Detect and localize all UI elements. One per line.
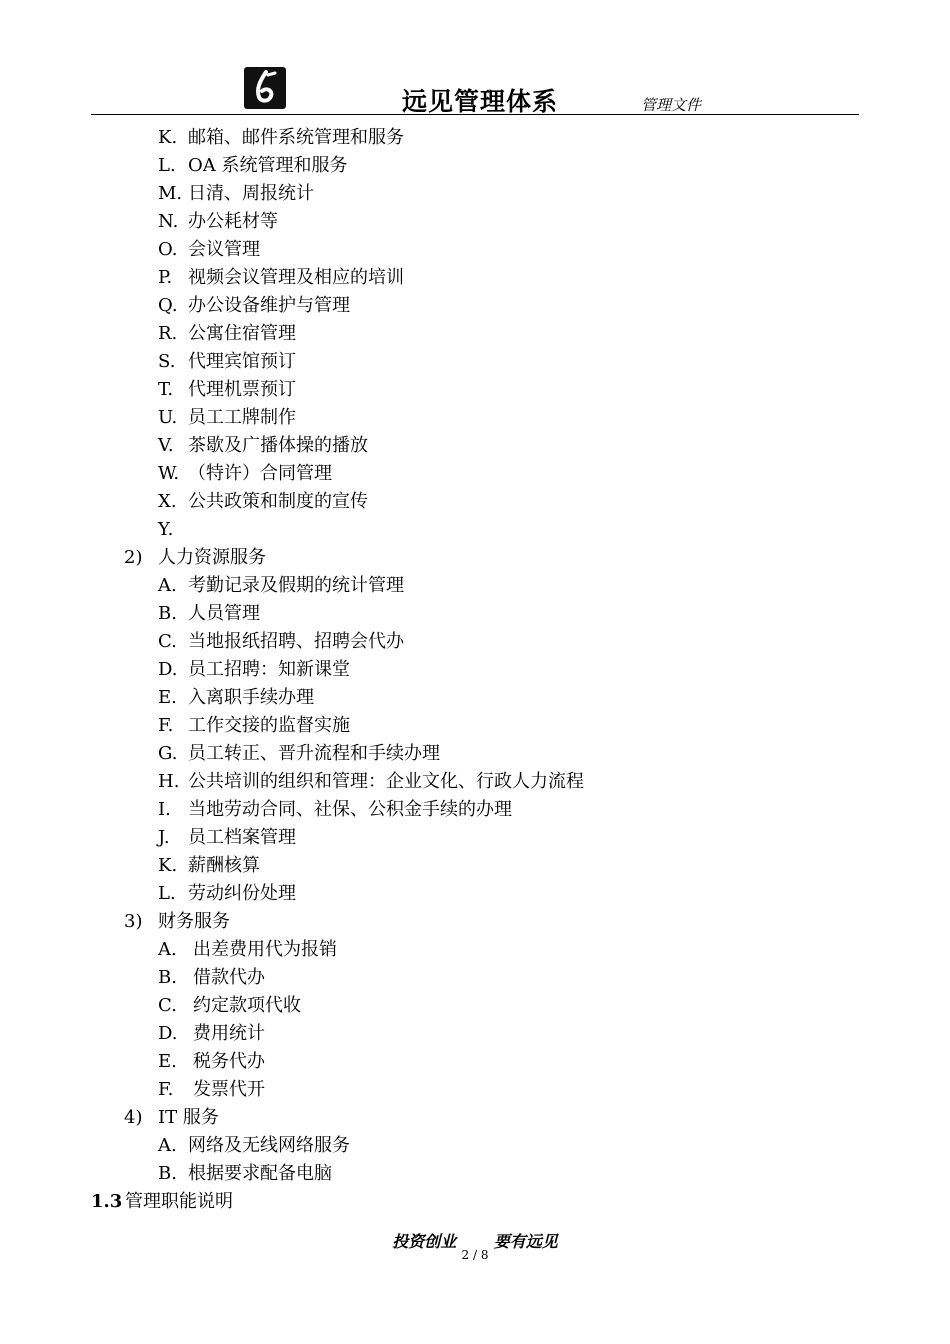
list-text: 出差费用代为报销 bbox=[193, 939, 337, 960]
list-item bbox=[158, 882, 296, 906]
list-text: 网络及无线网络服务 bbox=[188, 1135, 350, 1156]
list-text: 代理机票预订 bbox=[188, 379, 296, 400]
list-marker: E. bbox=[158, 1051, 177, 1072]
list-marker: F. bbox=[158, 715, 174, 736]
list-text: 当地报纸招聘、招聘会代办 bbox=[188, 631, 404, 652]
list-text: 代理宾馆预订 bbox=[188, 351, 296, 372]
list-marker: N. bbox=[158, 211, 179, 232]
list-text: 茶歇及广播体操的播放 bbox=[188, 435, 368, 456]
document-type: 管理文件 bbox=[641, 96, 702, 114]
list-marker: 1.3 bbox=[91, 1191, 123, 1212]
list-text: 财务服务 bbox=[158, 911, 230, 932]
list-marker: F. bbox=[158, 1079, 174, 1100]
list-item bbox=[158, 406, 296, 430]
list-item bbox=[158, 770, 584, 794]
list-marker: S. bbox=[158, 351, 176, 372]
section-heading bbox=[91, 1190, 233, 1214]
list-item bbox=[158, 854, 260, 878]
list-item bbox=[158, 686, 314, 710]
list-marker: V. bbox=[158, 435, 174, 456]
list-marker: L. bbox=[158, 883, 176, 904]
list-text: 邮箱、邮件系统管理和服务 bbox=[188, 127, 404, 148]
list-marker: B. bbox=[158, 1163, 177, 1184]
list-item bbox=[158, 518, 188, 542]
list-text: 借款代办 bbox=[193, 967, 265, 988]
list-text: 办公耗材等 bbox=[188, 211, 278, 232]
list-item bbox=[158, 182, 314, 206]
list-text: 员工工牌制作 bbox=[188, 407, 296, 428]
list-marker: U. bbox=[158, 407, 178, 428]
list-text: 员工档案管理 bbox=[188, 827, 296, 848]
list-item bbox=[158, 154, 347, 178]
list-marker: B. bbox=[158, 967, 177, 988]
list-subheading bbox=[124, 546, 266, 570]
list-text: 工作交接的监督实施 bbox=[188, 715, 350, 736]
list-marker: O. bbox=[158, 239, 178, 260]
list-item bbox=[158, 434, 368, 458]
list-marker: A. bbox=[158, 939, 177, 960]
list-item bbox=[158, 1022, 265, 1046]
list-item bbox=[158, 1078, 265, 1102]
list-subheading bbox=[124, 1106, 219, 1130]
list-marker: I. bbox=[158, 799, 171, 820]
list-text: 人力资源服务 bbox=[158, 547, 266, 568]
list-item bbox=[158, 266, 404, 290]
list-marker: 3) bbox=[124, 911, 143, 932]
list-marker: L. bbox=[158, 155, 176, 176]
list-marker: X. bbox=[158, 491, 177, 512]
list-text: 公共培训的组织和管理：企业文化、行政人力流程 bbox=[188, 771, 584, 792]
list-marker: T. bbox=[158, 379, 174, 400]
list-item bbox=[158, 658, 350, 682]
slogan-left: 投资创业 bbox=[392, 1232, 457, 1251]
list-text: 员工转正、晋升流程和手续办理 bbox=[188, 743, 440, 764]
list-text: （特许）合同管理 bbox=[188, 463, 332, 484]
slogan-right: 要有远见 bbox=[493, 1232, 558, 1251]
page-header bbox=[0, 0, 950, 120]
list-marker: A. bbox=[158, 1135, 177, 1156]
header-divider bbox=[91, 114, 859, 115]
list-text: 会议管理 bbox=[188, 239, 260, 260]
list-marker: R. bbox=[158, 323, 178, 344]
list-marker: B. bbox=[158, 603, 177, 624]
list-marker: K. bbox=[158, 127, 178, 148]
list-marker: M. bbox=[158, 183, 183, 204]
list-subheading bbox=[124, 910, 230, 934]
list-item bbox=[158, 630, 404, 654]
list-text: 考勤记录及假期的统计管理 bbox=[188, 575, 404, 596]
list-item bbox=[158, 938, 337, 962]
list-item bbox=[158, 378, 296, 402]
list-item bbox=[158, 574, 404, 598]
list-item bbox=[158, 322, 296, 346]
list-item bbox=[158, 210, 278, 234]
list-text: 当地劳动合同、社保、公积金手续的办理 bbox=[188, 799, 512, 820]
list-text: 薪酬核算 bbox=[188, 855, 260, 876]
list-text: 劳动纠份处理 bbox=[188, 883, 296, 904]
list-text: 办公设备维护与管理 bbox=[188, 295, 350, 316]
list-marker: P. bbox=[158, 267, 173, 288]
list-item bbox=[158, 1134, 350, 1158]
list-item bbox=[158, 350, 296, 374]
list-text: 约定款项代收 bbox=[193, 995, 301, 1016]
list-item bbox=[158, 602, 260, 626]
company-logo bbox=[244, 67, 286, 109]
list-marker: G. bbox=[158, 743, 178, 764]
list-text: OA 系统管理和服务 bbox=[188, 155, 348, 176]
list-marker: W. bbox=[158, 463, 180, 484]
list-item bbox=[158, 238, 260, 262]
list-text: 人员管理 bbox=[188, 603, 260, 624]
list-marker: D. bbox=[158, 659, 178, 680]
list-item bbox=[158, 490, 368, 514]
list-text: 根据要求配备电脑 bbox=[188, 1163, 332, 1184]
list-item bbox=[158, 826, 296, 850]
list-marker: K. bbox=[158, 855, 178, 876]
list-marker: 4) bbox=[124, 1107, 143, 1128]
list-item bbox=[158, 714, 350, 738]
list-item bbox=[158, 742, 440, 766]
list-text: 日清、周报统计 bbox=[188, 183, 314, 204]
list-marker: E. bbox=[158, 687, 177, 708]
page-number: 2 / 8 bbox=[461, 1248, 489, 1262]
list-text: 费用统计 bbox=[193, 1023, 265, 1044]
list-text: 公寓住宿管理 bbox=[188, 323, 296, 344]
list-marker: 2) bbox=[124, 547, 143, 568]
list-marker: C. bbox=[158, 995, 177, 1016]
document-title: 远见管理体系 bbox=[402, 87, 559, 116]
list-marker: C. bbox=[158, 631, 177, 652]
list-marker: J. bbox=[158, 827, 170, 848]
list-marker: H. bbox=[158, 771, 180, 792]
list-marker: A. bbox=[158, 575, 177, 596]
list-text: 公共政策和制度的宣传 bbox=[188, 491, 368, 512]
list-text: 员工招聘：知新课堂 bbox=[188, 659, 350, 680]
list-text: 管理职能说明 bbox=[125, 1191, 233, 1212]
list-marker: Q. bbox=[158, 295, 178, 316]
list-text: 视频会议管理及相应的培训 bbox=[188, 267, 404, 288]
list-text: IT 服务 bbox=[158, 1107, 219, 1128]
list-text: 发票代开 bbox=[193, 1079, 265, 1100]
list-item bbox=[158, 994, 301, 1018]
list-item bbox=[158, 1050, 265, 1074]
list-marker: D. bbox=[158, 1023, 178, 1044]
list-item bbox=[158, 966, 265, 990]
list-item bbox=[158, 462, 332, 486]
list-item bbox=[158, 1162, 332, 1186]
list-text: 入离职手续办理 bbox=[188, 687, 314, 708]
list-item bbox=[158, 294, 350, 318]
list-marker: Y. bbox=[158, 519, 174, 540]
list-item bbox=[158, 798, 512, 822]
list-text: 税务代办 bbox=[193, 1051, 265, 1072]
list-item bbox=[158, 126, 404, 150]
